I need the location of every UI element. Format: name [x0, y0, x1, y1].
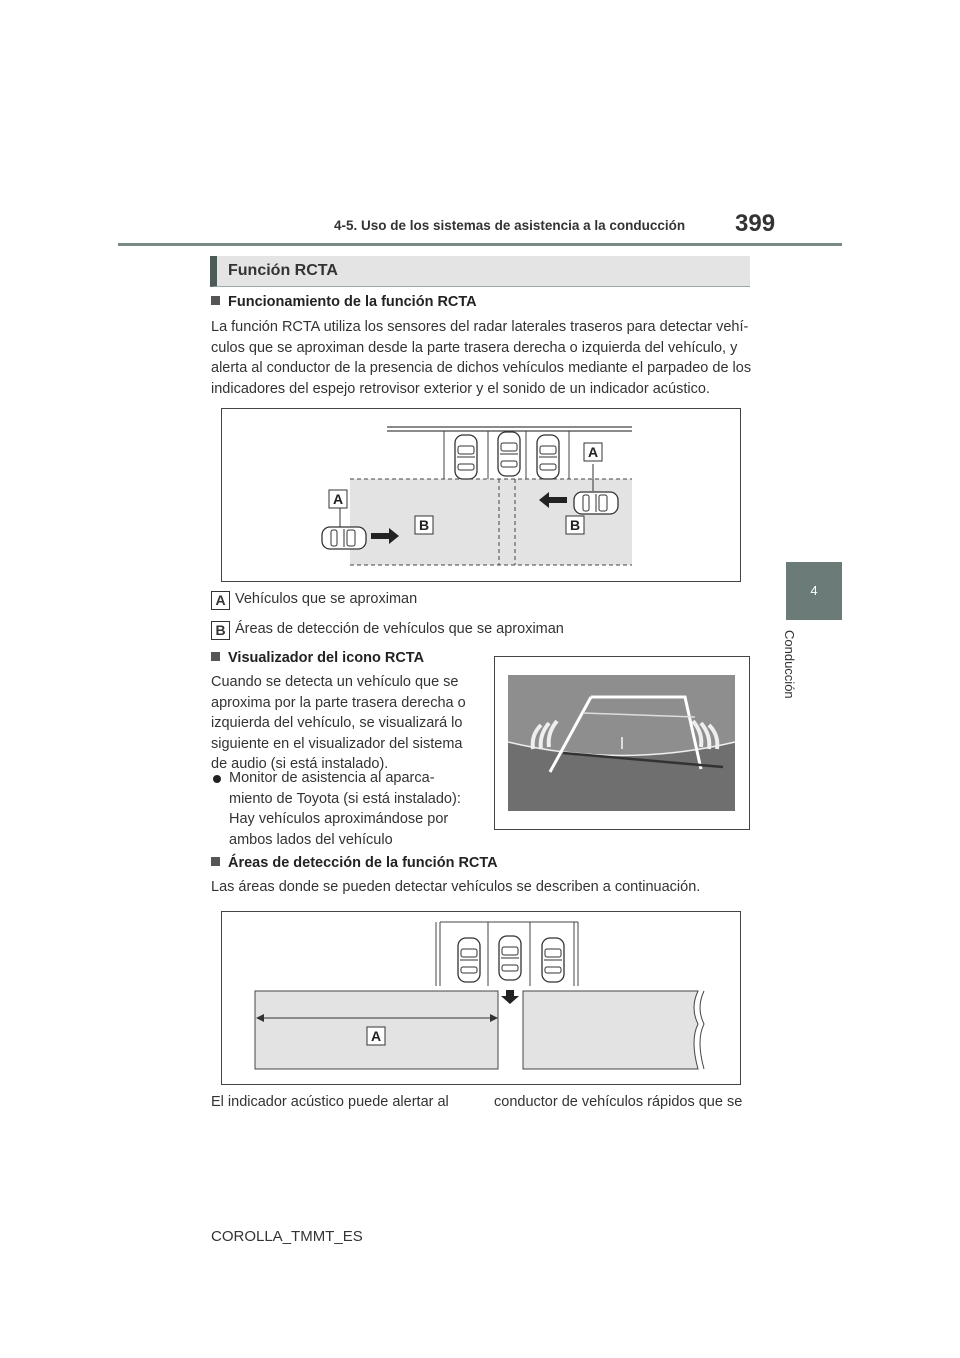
rcta-display-figure	[494, 656, 750, 830]
subheading-text: Visualizador del icono RCTA	[228, 650, 425, 666]
arrow-down-icon	[501, 990, 519, 1004]
subheading-areas	[211, 855, 498, 871]
parked-car-icon	[542, 938, 564, 982]
text-line: de audio (si está instalado).	[211, 756, 389, 772]
label-a: A	[332, 491, 344, 507]
text-line: siguiente en el visualizador del sistema	[211, 735, 463, 752]
label-b: B	[418, 517, 430, 533]
own-vehicle-icon	[498, 432, 520, 476]
text-line: indicadores del espejo retrovisor exterior y el sonido de un indicador acústico.	[211, 380, 710, 397]
text-line: miento de Toyota (si está instalado):	[229, 790, 461, 807]
parked-car-icon	[455, 435, 477, 479]
section-title: Función RCTA	[228, 262, 338, 279]
subheading-funcionamiento	[211, 294, 477, 310]
rcta-diagram	[221, 408, 741, 582]
text-line: Monitor de asistencia al aparca-	[229, 770, 435, 786]
paragraph-visualizador	[211, 672, 481, 775]
paragraph-areas: Las áreas donde se pueden detectar vehículos se describen a continuación.	[211, 879, 701, 895]
paragraph-funcionamiento	[211, 317, 771, 399]
legend-b-text: Áreas de detección de vehículos que se aproximan	[235, 621, 564, 637]
key-box-b: B	[211, 621, 230, 640]
chapter-tab: 4	[786, 562, 842, 620]
square-bullet-icon	[211, 857, 220, 866]
document-code: COROLLA_TMMT_ES	[211, 1228, 363, 1245]
parked-car-icon	[458, 938, 480, 982]
label-a: A	[370, 1028, 382, 1044]
label-b: B	[569, 517, 581, 533]
subheading-visualizador	[211, 650, 424, 666]
text-line: Cuando se detecta un vehículo que se	[211, 674, 459, 690]
text-line: culos que se aproximan desde la parte trasera derecha o izquierda del vehículo, y	[211, 339, 738, 356]
running-header: 4-5. Uso de los sistemas de asistencia a la conducción	[334, 218, 686, 233]
text-line: aproxima por la parte trasera derecha o	[211, 694, 466, 711]
text-line: Hay vehículos aproximándose por	[229, 811, 449, 827]
label-a: A	[587, 444, 599, 460]
detection-areas-svg	[222, 912, 740, 1084]
subheading-text: Funcionamiento de la función RCTA	[228, 294, 477, 310]
own-vehicle-icon	[499, 936, 521, 980]
subheading-text: Áreas de detección de la función RCTA	[228, 855, 498, 871]
chapter-label: Conducción	[782, 630, 797, 699]
legend-a	[211, 591, 417, 610]
legend-a-text: Vehículos que se aproximan	[235, 591, 418, 607]
text-line: alerta al conductor de la presencia de dichos vehículos mediante el parpadeo de los	[211, 360, 752, 376]
bullet-text	[229, 768, 479, 850]
approaching-car-right-icon	[574, 492, 618, 514]
rcta-display-svg	[495, 657, 749, 829]
round-bullet-icon	[213, 775, 221, 783]
square-bullet-icon	[211, 296, 220, 305]
key-box-a: A	[211, 591, 230, 610]
text-line: ambos lados del vehículo	[229, 831, 393, 848]
square-bullet-icon	[211, 652, 220, 661]
detection-areas-diagram	[221, 911, 741, 1085]
approaching-car-left-icon	[322, 527, 366, 549]
text-line: izquierda del vehículo, se visualizará lo	[211, 715, 463, 731]
text-line: La función RCTA utiliza los sensores del radar laterales traseros para detectar vehí-	[211, 319, 749, 335]
header-rule	[118, 243, 842, 246]
bottom-text-right: conductor de vehículos rápidos que se	[494, 1094, 743, 1110]
parked-car-icon	[537, 435, 559, 479]
legend-b	[211, 621, 564, 640]
bottom-text-left: El indicador acústico puede alertar al	[211, 1094, 449, 1110]
rcta-diagram-svg	[222, 409, 740, 581]
page-number: 399	[735, 210, 776, 237]
